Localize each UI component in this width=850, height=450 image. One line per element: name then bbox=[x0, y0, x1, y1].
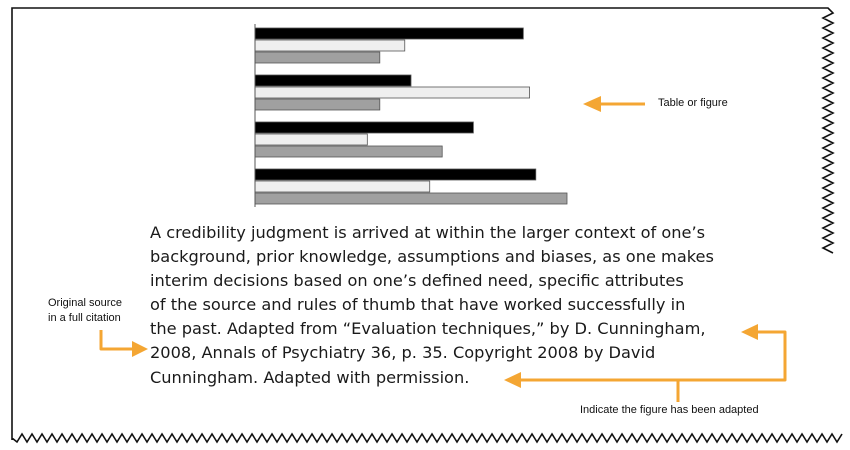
paragraph-line: of the source and rules of thumb that have worked successfully in bbox=[150, 295, 686, 315]
bar-2-3 bbox=[255, 99, 380, 110]
bar-3-2 bbox=[255, 134, 367, 145]
bar-3-3 bbox=[255, 146, 442, 157]
bar-1-1 bbox=[255, 28, 523, 39]
paragraph-line: the past. Adapted from “Evaluation techniques,” by D. Cunningham, bbox=[150, 319, 706, 339]
bar-4-1 bbox=[255, 169, 536, 180]
source-annotation-line: in a full citation bbox=[48, 312, 121, 324]
quoted-paragraph bbox=[150, 221, 727, 390]
paragraph-line: A credibility judgment is arrived at within the larger context of one’s bbox=[150, 223, 706, 242]
source-annotation-label bbox=[48, 296, 122, 326]
bar-4-3 bbox=[255, 193, 567, 204]
paragraph-line: background, prior knowledge, assumptions and biases, as one makes bbox=[150, 247, 714, 267]
paragraph-line: Cunningham. Adapted with permission. bbox=[150, 367, 470, 387]
bar-1-3 bbox=[255, 52, 380, 63]
bar-4-2 bbox=[255, 181, 430, 192]
source-annotation-line: Original source bbox=[48, 297, 122, 309]
bar-2-1 bbox=[255, 75, 411, 86]
paragraph-line: interim decisions based on one’s defined need, specific attributes bbox=[150, 271, 684, 291]
paragraph-line: 2008, Annals of Psychiatry 36, p. 35. Copyright 2008 by David bbox=[150, 343, 656, 363]
adapted-annotation-label: Indicate the figure has been adapted bbox=[580, 404, 759, 416]
bar-3-1 bbox=[255, 122, 473, 133]
figure-annotation-label: Table or figure bbox=[658, 97, 728, 109]
bar-1-2 bbox=[255, 40, 405, 51]
bar-2-2 bbox=[255, 87, 530, 98]
